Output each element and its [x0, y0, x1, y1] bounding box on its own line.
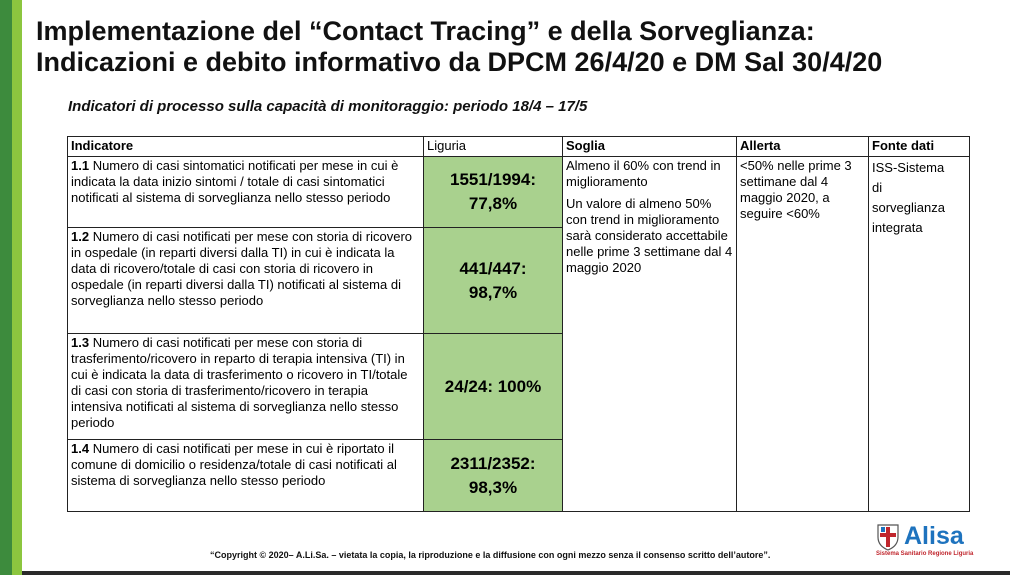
indicator-text: Numero di casi notificati per mese con storia di ricovero in ospedale (in reparti diversi dalla TI) in cui è indicata la data di ricovero/totale di casi con storia di ricovero in ospedale (in reparti diversi dalla TI) notificati al sistema di sorveglianza nello stesso periodo — [71, 229, 413, 308]
indicator-number: 1.3 — [71, 335, 90, 350]
header-soglia: Soglia — [563, 137, 737, 157]
indicator-cell — [68, 440, 424, 512]
liguria-value-line1: 2311/2352: — [450, 453, 536, 473]
indicator-text: Numero di casi sintomatici notificati per mese in cui è indicata la data inizio sintomi / totale di casi sintomatici notificati al sistema di sorveglianza nello stesso periodo — [71, 158, 399, 205]
liguria-value-line1: 1551/1994: — [449, 170, 537, 189]
liguria-value-line2: 98,3% — [468, 477, 518, 497]
fonte-line-2: di — [872, 180, 883, 195]
indicators-table — [67, 136, 970, 512]
header-allerta: Allerta — [737, 137, 869, 157]
bottom-border-bar — [22, 571, 1010, 575]
table-header-row — [68, 137, 970, 157]
indicator-text: Numero di casi notificati per mese in cui è riportato il comune di domicilio o residenza/totale di casi notificati al sistema di sorveglianza nello stesso periodo — [71, 441, 397, 488]
copyright-notice: “Copyright © 2020– A.Li.Sa. – vietata la copia, la riproduzione e la diffusione con ogni mezzo senza il consenso scritto dell’autore”. — [210, 550, 771, 560]
indicator-cell — [68, 334, 424, 440]
header-liguria: Liguria — [424, 137, 563, 157]
soglia-text-2: Un valore di almeno 50% con trend in miglioramento sarà considerato accettabile nelle prime 3 settimane dal 4 maggio 2020 — [566, 196, 733, 275]
indicator-number: 1.4 — [71, 441, 90, 456]
liguria-value-line2: 98,7% — [468, 282, 518, 302]
region-crest-icon — [875, 523, 901, 551]
soglia-cell — [563, 157, 737, 512]
table-row — [68, 157, 970, 228]
fonte-cell — [869, 157, 970, 512]
logo-subtitle: Sistema Sanitario Regione Liguria — [876, 551, 974, 557]
indicator-number: 1.1 — [71, 158, 90, 173]
header-indicatore: Indicatore — [68, 137, 424, 157]
indicator-cell — [68, 157, 424, 228]
liguria-value-cell — [424, 334, 563, 440]
slide-subtitle: Indicatori di processo sulla capacità di monitoraggio: periodo 18/4 – 17/5 — [68, 98, 588, 115]
liguria-value-cell — [424, 157, 563, 228]
liguria-value-line1: 24/24: 100% — [444, 376, 542, 396]
liguria-value-line1: 441/447: — [459, 258, 527, 278]
indicator-number: 1.2 — [71, 229, 90, 244]
logo-wordmark: Alisa — [904, 522, 964, 550]
soglia-text-1: Almeno il 60% con trend in miglioramento — [566, 158, 721, 189]
fonte-line-3: sorveglianza — [872, 200, 945, 215]
liguria-value-cell — [424, 228, 563, 334]
fonte-line-1: ISS-Sistema — [872, 160, 945, 175]
fonte-line-4: integrata — [872, 220, 923, 235]
slide-title — [36, 16, 996, 78]
liguria-value-cell — [424, 440, 563, 512]
title-line-1: Implementazione del “Contact Tracing” e della Sorveglianza: — [36, 16, 815, 46]
allerta-cell: <50% nelle prime 3 settimane dal 4 maggio 2020, a seguire <60% — [737, 157, 869, 512]
indicator-text: Numero di casi notificati per mese con storia di trasferimento/ricovero in reparto di terapia intensiva (TI) in cui è indicata la data di trasferimento o ricovero in TI/totale di casi con storia di trasferimento/ricovero in terapia intensiva notificati al sistema di sorveglianza nello stesso periodo — [71, 335, 408, 430]
header-fonte: Fonte dati — [869, 137, 970, 157]
title-line-2: Indicazioni e debito informativo da DPCM 26/4/20 e DM Sal 30/4/20 — [36, 47, 883, 77]
liguria-value-line2: 77,8% — [468, 194, 518, 213]
indicator-cell — [68, 228, 424, 334]
left-accent-bar-light — [12, 0, 22, 575]
left-accent-bar-dark — [0, 0, 12, 575]
alisa-logo — [872, 521, 1002, 565]
